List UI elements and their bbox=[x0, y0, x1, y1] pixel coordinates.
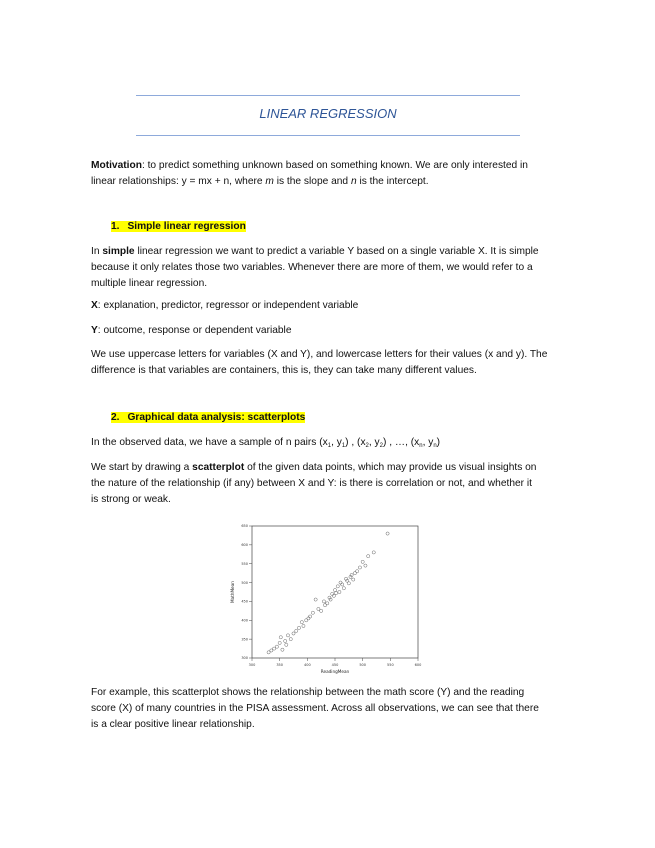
data-point bbox=[352, 578, 355, 581]
data-point bbox=[275, 645, 278, 648]
x-definition: X: explanation, predictor, regressor or independent variable bbox=[91, 300, 359, 311]
case-paragraph: We use uppercase letters for variables (X and Y), and lowercase letters for their values (x and y). The difference is that variables are containers, this is, they can take many different values. bbox=[91, 349, 548, 376]
y-axis-label: MathMean bbox=[230, 581, 235, 603]
y-tick-label: 600 bbox=[241, 543, 248, 548]
data-point bbox=[364, 564, 367, 567]
data-point bbox=[350, 573, 353, 576]
data-point bbox=[279, 636, 282, 639]
data-point bbox=[386, 532, 389, 535]
y-tick-label: 650 bbox=[241, 524, 248, 529]
y-tick-label: 500 bbox=[241, 580, 248, 585]
x-tick-label: 600 bbox=[414, 663, 422, 667]
example-paragraph: For example, this scatterplot shows the relationship between the math score (Y) and the reading score (X) of many countries in the PISA assessment. Across all observations, we can see that there is a clear positive linear relationship. bbox=[91, 687, 539, 730]
data-point bbox=[281, 648, 284, 651]
scatterplot bbox=[228, 518, 428, 678]
title-rule-top bbox=[136, 95, 520, 96]
data-point bbox=[300, 621, 303, 624]
x-tick-label: 350 bbox=[276, 663, 284, 667]
section-heading-2: 2. Graphical data analysis: scatterplots bbox=[111, 412, 306, 423]
data-point bbox=[356, 570, 359, 573]
data-point bbox=[335, 592, 338, 595]
page-title: LINEAR REGRESSION bbox=[259, 106, 397, 121]
y-tick-label: 550 bbox=[241, 561, 248, 566]
data-point bbox=[336, 585, 339, 588]
data-point bbox=[347, 582, 350, 585]
data-point bbox=[349, 575, 352, 578]
data-point bbox=[289, 638, 292, 641]
data-point bbox=[286, 634, 289, 637]
data-point bbox=[361, 560, 364, 563]
scatterplot-paragraph: We start by drawing a scatterplot of the given data points, which may provide us visual insights on the nature of the relationship (if any) between X and Y: is there is correlation or not, and whether it is strong or weak. bbox=[91, 462, 537, 505]
data-point bbox=[295, 629, 298, 632]
data-point bbox=[305, 619, 308, 622]
x-tick-label: 400 bbox=[303, 663, 311, 667]
data-point bbox=[358, 566, 361, 569]
x-tick-label: 300 bbox=[248, 663, 256, 667]
title-rule-bottom bbox=[136, 135, 520, 136]
data-point bbox=[338, 590, 341, 593]
data-point bbox=[284, 639, 287, 642]
data-point bbox=[320, 609, 323, 612]
data-point bbox=[323, 604, 326, 607]
data-point bbox=[322, 600, 325, 603]
motivation-paragraph: Motivation: to predict something unknown based on something known. We are only interested in linear relationships: y = mx + n, where m is the slope and n is the intercept. bbox=[91, 160, 528, 187]
data-point bbox=[353, 572, 356, 575]
x-tick-label: 450 bbox=[331, 663, 339, 667]
x-tick-label: 550 bbox=[386, 663, 394, 667]
data-point bbox=[292, 632, 295, 635]
pairs-paragraph: In the observed data, we have a sample of n pairs ($x_1$, $y_1$) , ($x_2$, $y_2$) , …, ($x_n$, $y_n$) bbox=[91, 437, 441, 449]
data-point bbox=[329, 598, 332, 601]
data-point bbox=[326, 602, 329, 605]
data-point bbox=[302, 624, 305, 627]
y-definition: Y: outcome, response or dependent variable bbox=[91, 325, 292, 336]
data-point bbox=[285, 643, 288, 646]
data-point bbox=[367, 555, 370, 558]
x-axis-label: ReadingMean bbox=[320, 669, 350, 674]
data-point bbox=[278, 641, 281, 644]
data-point bbox=[342, 587, 345, 590]
y-tick-label: 300 bbox=[241, 656, 248, 661]
data-point bbox=[333, 589, 336, 592]
simple-regression-paragraph: In simple linear regression we want to predict a variable Y based on a single variable X. It is simple because it only relates those two variables. Whenever there are more of them, we would refer to a multiple linear regression. bbox=[91, 246, 539, 289]
data-point bbox=[311, 611, 314, 614]
y-tick-label: 400 bbox=[241, 618, 248, 623]
motivation-label: Motivation bbox=[91, 160, 142, 171]
data-point bbox=[328, 596, 331, 599]
y-tick-label: 350 bbox=[241, 637, 248, 642]
y-tick-label: 450 bbox=[241, 599, 248, 604]
data-point bbox=[372, 551, 375, 554]
data-point bbox=[344, 577, 347, 580]
section-heading-1: 1. Simple linear regression bbox=[111, 221, 246, 232]
data-point bbox=[297, 626, 300, 629]
data-point bbox=[314, 598, 317, 601]
x-tick-label: 500 bbox=[359, 663, 367, 667]
